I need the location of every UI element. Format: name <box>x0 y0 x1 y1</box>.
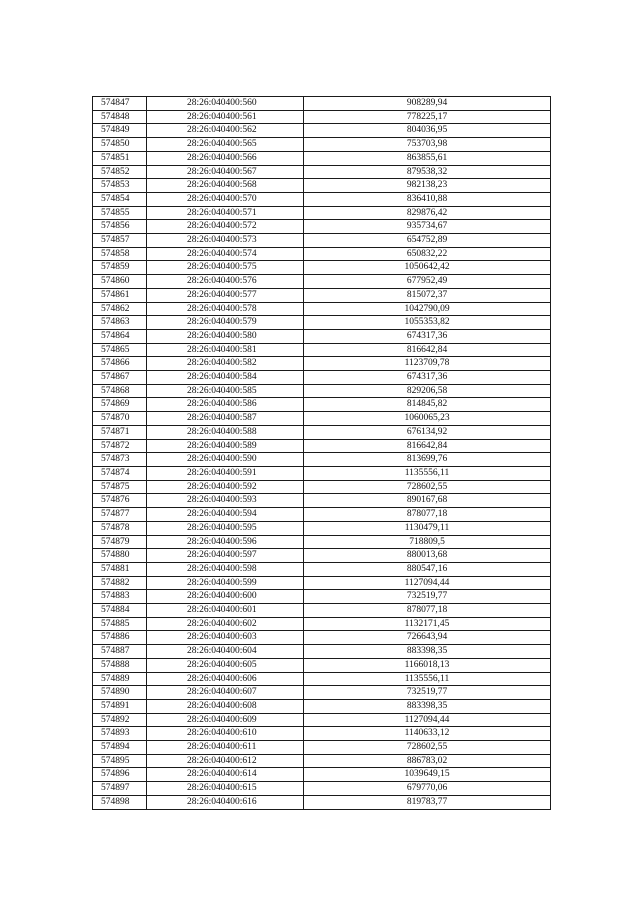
cadastral-number-cell: 28:26:040400:586 <box>147 398 304 412</box>
cadastral-number-cell: 28:26:040400:568 <box>147 179 304 193</box>
table-row <box>93 179 551 193</box>
cadastral-value-cell: 816642,84 <box>304 439 551 453</box>
cadastral-value-cell: 679770,06 <box>304 782 551 796</box>
table-row <box>93 508 551 522</box>
table-row <box>93 316 551 330</box>
cadastral-number-cell: 28:26:040400:572 <box>147 220 304 234</box>
table-row <box>93 604 551 618</box>
cadastral-number-cell: 28:26:040400:582 <box>147 357 304 371</box>
row-number-cell: 574887 <box>93 645 147 659</box>
cadastral-number-cell: 28:26:040400:589 <box>147 439 304 453</box>
cadastral-number-cell: 28:26:040400:610 <box>147 727 304 741</box>
table-row <box>93 549 551 563</box>
cadastral-value-cell: 778225,17 <box>304 110 551 124</box>
table-row <box>93 713 551 727</box>
cadastral-value-cell: 1140633,12 <box>304 727 551 741</box>
table-row <box>93 206 551 220</box>
row-number-cell: 574879 <box>93 535 147 549</box>
table-row <box>93 384 551 398</box>
cadastral-value-cell: 814845,82 <box>304 398 551 412</box>
table-row <box>93 782 551 796</box>
row-number-cell: 574851 <box>93 151 147 165</box>
table-row <box>93 220 551 234</box>
row-number-cell: 574897 <box>93 782 147 796</box>
cadastral-value-cell: 935734,67 <box>304 220 551 234</box>
table-row <box>93 645 551 659</box>
cadastral-number-cell: 28:26:040400:579 <box>147 316 304 330</box>
row-number-cell: 574858 <box>93 247 147 261</box>
table-row <box>93 97 551 111</box>
cadastral-number-cell: 28:26:040400:590 <box>147 453 304 467</box>
cadastral-number-cell: 28:26:040400:606 <box>147 672 304 686</box>
cadastral-value-cell: 1130479,11 <box>304 521 551 535</box>
cadastral-number-cell: 28:26:040400:585 <box>147 384 304 398</box>
table-row <box>93 234 551 248</box>
table-row <box>93 275 551 289</box>
table-row <box>93 768 551 782</box>
cadastral-number-cell: 28:26:040400:616 <box>147 795 304 809</box>
cadastral-value-cell: 650832,22 <box>304 247 551 261</box>
cadastral-value-cell: 732519,77 <box>304 590 551 604</box>
row-number-cell: 574875 <box>93 480 147 494</box>
cadastral-number-cell: 28:26:040400:576 <box>147 275 304 289</box>
row-number-cell: 574848 <box>93 110 147 124</box>
table-row <box>93 357 551 371</box>
row-number-cell: 574861 <box>93 288 147 302</box>
row-number-cell: 574885 <box>93 617 147 631</box>
cadastral-number-cell: 28:26:040400:580 <box>147 329 304 343</box>
table-row <box>93 288 551 302</box>
cadastral-value-cell: 829876,42 <box>304 206 551 220</box>
cadastral-value-cell: 863855,61 <box>304 151 551 165</box>
row-number-cell: 574893 <box>93 727 147 741</box>
row-number-cell: 574870 <box>93 412 147 426</box>
table-row <box>93 110 551 124</box>
cadastral-value-cell: 878077,18 <box>304 604 551 618</box>
table-row <box>93 425 551 439</box>
row-number-cell: 574854 <box>93 192 147 206</box>
row-number-cell: 574886 <box>93 631 147 645</box>
cadastral-value-cell: 829206,58 <box>304 384 551 398</box>
row-number-cell: 574881 <box>93 562 147 576</box>
cadastral-number-cell: 28:26:040400:577 <box>147 288 304 302</box>
table-row <box>93 302 551 316</box>
cadastral-value-cell: 880013,68 <box>304 549 551 563</box>
row-number-cell: 574867 <box>93 371 147 385</box>
cadastral-number-cell: 28:26:040400:601 <box>147 604 304 618</box>
row-number-cell: 574863 <box>93 316 147 330</box>
row-number-cell: 574888 <box>93 658 147 672</box>
table-row <box>93 535 551 549</box>
table-row <box>93 672 551 686</box>
cadastral-number-cell: 28:26:040400:567 <box>147 165 304 179</box>
table-row <box>93 727 551 741</box>
cadastral-number-cell: 28:26:040400:604 <box>147 645 304 659</box>
table-row <box>93 590 551 604</box>
cadastral-value-cell: 732519,77 <box>304 686 551 700</box>
cadastral-value-cell: 1050642,42 <box>304 261 551 275</box>
row-number-cell: 574889 <box>93 672 147 686</box>
row-number-cell: 574853 <box>93 179 147 193</box>
table-row <box>93 398 551 412</box>
cadastral-number-cell: 28:26:040400:593 <box>147 494 304 508</box>
cadastral-value-cell: 879538,32 <box>304 165 551 179</box>
cadastral-value-table <box>92 96 551 810</box>
cadastral-number-cell: 28:26:040400:599 <box>147 576 304 590</box>
cadastral-number-cell: 28:26:040400:602 <box>147 617 304 631</box>
cadastral-number-cell: 28:26:040400:566 <box>147 151 304 165</box>
cadastral-value-cell: 1127094,44 <box>304 576 551 590</box>
table-row <box>93 795 551 809</box>
table-body <box>93 97 551 810</box>
row-number-cell: 574866 <box>93 357 147 371</box>
table-row <box>93 754 551 768</box>
row-number-cell: 574859 <box>93 261 147 275</box>
cadastral-number-cell: 28:26:040400:575 <box>147 261 304 275</box>
cadastral-value-cell: 1039649,15 <box>304 768 551 782</box>
table-row <box>93 151 551 165</box>
row-number-cell: 574890 <box>93 686 147 700</box>
table-row <box>93 261 551 275</box>
row-number-cell: 574868 <box>93 384 147 398</box>
cadastral-value-cell: 813699,76 <box>304 453 551 467</box>
cadastral-value-cell: 1135556,11 <box>304 672 551 686</box>
cadastral-value-cell: 676134,92 <box>304 425 551 439</box>
row-number-cell: 574864 <box>93 329 147 343</box>
row-number-cell: 574872 <box>93 439 147 453</box>
cadastral-value-cell: 728602,55 <box>304 480 551 494</box>
cadastral-number-cell: 28:26:040400:592 <box>147 480 304 494</box>
cadastral-value-cell: 1042790,09 <box>304 302 551 316</box>
cadastral-number-cell: 28:26:040400:587 <box>147 412 304 426</box>
cadastral-number-cell: 28:26:040400:562 <box>147 124 304 138</box>
row-number-cell: 574880 <box>93 549 147 563</box>
cadastral-number-cell: 28:26:040400:574 <box>147 247 304 261</box>
cadastral-value-cell: 815072,37 <box>304 288 551 302</box>
cadastral-number-cell: 28:26:040400:600 <box>147 590 304 604</box>
cadastral-number-cell: 28:26:040400:598 <box>147 562 304 576</box>
row-number-cell: 574869 <box>93 398 147 412</box>
cadastral-value-cell: 804036,95 <box>304 124 551 138</box>
cadastral-value-cell: 654752,89 <box>304 234 551 248</box>
cadastral-value-cell: 890167,68 <box>304 494 551 508</box>
table-row <box>93 521 551 535</box>
row-number-cell: 574852 <box>93 165 147 179</box>
cadastral-value-cell: 1127094,44 <box>304 713 551 727</box>
row-number-cell: 574895 <box>93 754 147 768</box>
cadastral-value-cell: 816642,84 <box>304 343 551 357</box>
cadastral-value-cell: 728602,55 <box>304 741 551 755</box>
cadastral-number-cell: 28:26:040400:595 <box>147 521 304 535</box>
cadastral-number-cell: 28:26:040400:560 <box>147 97 304 111</box>
table-row <box>93 247 551 261</box>
table-row <box>93 494 551 508</box>
row-number-cell: 574857 <box>93 234 147 248</box>
cadastral-number-cell: 28:26:040400:612 <box>147 754 304 768</box>
cadastral-value-cell: 1060065,23 <box>304 412 551 426</box>
cadastral-number-cell: 28:26:040400:611 <box>147 741 304 755</box>
cadastral-value-cell: 1166018,13 <box>304 658 551 672</box>
table-row <box>93 192 551 206</box>
table-row <box>93 165 551 179</box>
cadastral-value-cell: 726643,94 <box>304 631 551 645</box>
row-number-cell: 574892 <box>93 713 147 727</box>
table-row <box>93 576 551 590</box>
cadastral-value-cell: 677952,49 <box>304 275 551 289</box>
row-number-cell: 574877 <box>93 508 147 522</box>
cadastral-number-cell: 28:26:040400:584 <box>147 371 304 385</box>
row-number-cell: 574850 <box>93 138 147 152</box>
row-number-cell: 574874 <box>93 466 147 480</box>
row-number-cell: 574891 <box>93 699 147 713</box>
cadastral-number-cell: 28:26:040400:573 <box>147 234 304 248</box>
table-row <box>93 329 551 343</box>
cadastral-number-cell: 28:26:040400:614 <box>147 768 304 782</box>
row-number-cell: 574865 <box>93 343 147 357</box>
cadastral-value-cell: 886783,02 <box>304 754 551 768</box>
cadastral-value-cell: 883398,35 <box>304 699 551 713</box>
table-row <box>93 138 551 152</box>
table-row <box>93 480 551 494</box>
row-number-cell: 574855 <box>93 206 147 220</box>
cadastral-value-cell: 674317,36 <box>304 329 551 343</box>
row-number-cell: 574898 <box>93 795 147 809</box>
table-row <box>93 439 551 453</box>
cadastral-number-cell: 28:26:040400:607 <box>147 686 304 700</box>
cadastral-number-cell: 28:26:040400:594 <box>147 508 304 522</box>
table-row <box>93 617 551 631</box>
row-number-cell: 574862 <box>93 302 147 316</box>
row-number-cell: 574882 <box>93 576 147 590</box>
cadastral-value-cell: 836410,88 <box>304 192 551 206</box>
cadastral-value-cell: 908289,94 <box>304 97 551 111</box>
row-number-cell: 574878 <box>93 521 147 535</box>
table-row <box>93 453 551 467</box>
table-row <box>93 466 551 480</box>
cadastral-number-cell: 28:26:040400:591 <box>147 466 304 480</box>
cadastral-value-cell: 674317,36 <box>304 371 551 385</box>
row-number-cell: 574849 <box>93 124 147 138</box>
row-number-cell: 574876 <box>93 494 147 508</box>
table-row <box>93 686 551 700</box>
cadastral-value-cell: 878077,18 <box>304 508 551 522</box>
row-number-cell: 574847 <box>93 97 147 111</box>
row-number-cell: 574883 <box>93 590 147 604</box>
cadastral-number-cell: 28:26:040400:581 <box>147 343 304 357</box>
row-number-cell: 574871 <box>93 425 147 439</box>
cadastral-value-cell: 819783,77 <box>304 795 551 809</box>
cadastral-value-cell: 1123709,78 <box>304 357 551 371</box>
table-row <box>93 371 551 385</box>
table-row <box>93 741 551 755</box>
row-number-cell: 574856 <box>93 220 147 234</box>
cadastral-number-cell: 28:26:040400:596 <box>147 535 304 549</box>
cadastral-number-cell: 28:26:040400:615 <box>147 782 304 796</box>
cadastral-number-cell: 28:26:040400:588 <box>147 425 304 439</box>
cadastral-value-cell: 1132171,45 <box>304 617 551 631</box>
row-number-cell: 574896 <box>93 768 147 782</box>
table-row <box>93 412 551 426</box>
cadastral-number-cell: 28:26:040400:605 <box>147 658 304 672</box>
cadastral-number-cell: 28:26:040400:561 <box>147 110 304 124</box>
cadastral-number-cell: 28:26:040400:571 <box>147 206 304 220</box>
row-number-cell: 574860 <box>93 275 147 289</box>
cadastral-value-cell: 982138,23 <box>304 179 551 193</box>
cadastral-value-cell: 1135556,11 <box>304 466 551 480</box>
cadastral-value-cell: 880547,16 <box>304 562 551 576</box>
cadastral-value-cell: 718809,5 <box>304 535 551 549</box>
row-number-cell: 574894 <box>93 741 147 755</box>
table-row <box>93 699 551 713</box>
cadastral-number-cell: 28:26:040400:603 <box>147 631 304 645</box>
table-row <box>93 562 551 576</box>
table-row <box>93 658 551 672</box>
cadastral-number-cell: 28:26:040400:565 <box>147 138 304 152</box>
row-number-cell: 574884 <box>93 604 147 618</box>
row-number-cell: 574873 <box>93 453 147 467</box>
table-row <box>93 631 551 645</box>
table-row <box>93 124 551 138</box>
table-row <box>93 343 551 357</box>
cadastral-number-cell: 28:26:040400:609 <box>147 713 304 727</box>
cadastral-value-cell: 1055353,82 <box>304 316 551 330</box>
cadastral-number-cell: 28:26:040400:578 <box>147 302 304 316</box>
cadastral-number-cell: 28:26:040400:608 <box>147 699 304 713</box>
cadastral-value-cell: 883398,35 <box>304 645 551 659</box>
cadastral-number-cell: 28:26:040400:597 <box>147 549 304 563</box>
cadastral-value-cell: 753703,98 <box>304 138 551 152</box>
cadastral-number-cell: 28:26:040400:570 <box>147 192 304 206</box>
